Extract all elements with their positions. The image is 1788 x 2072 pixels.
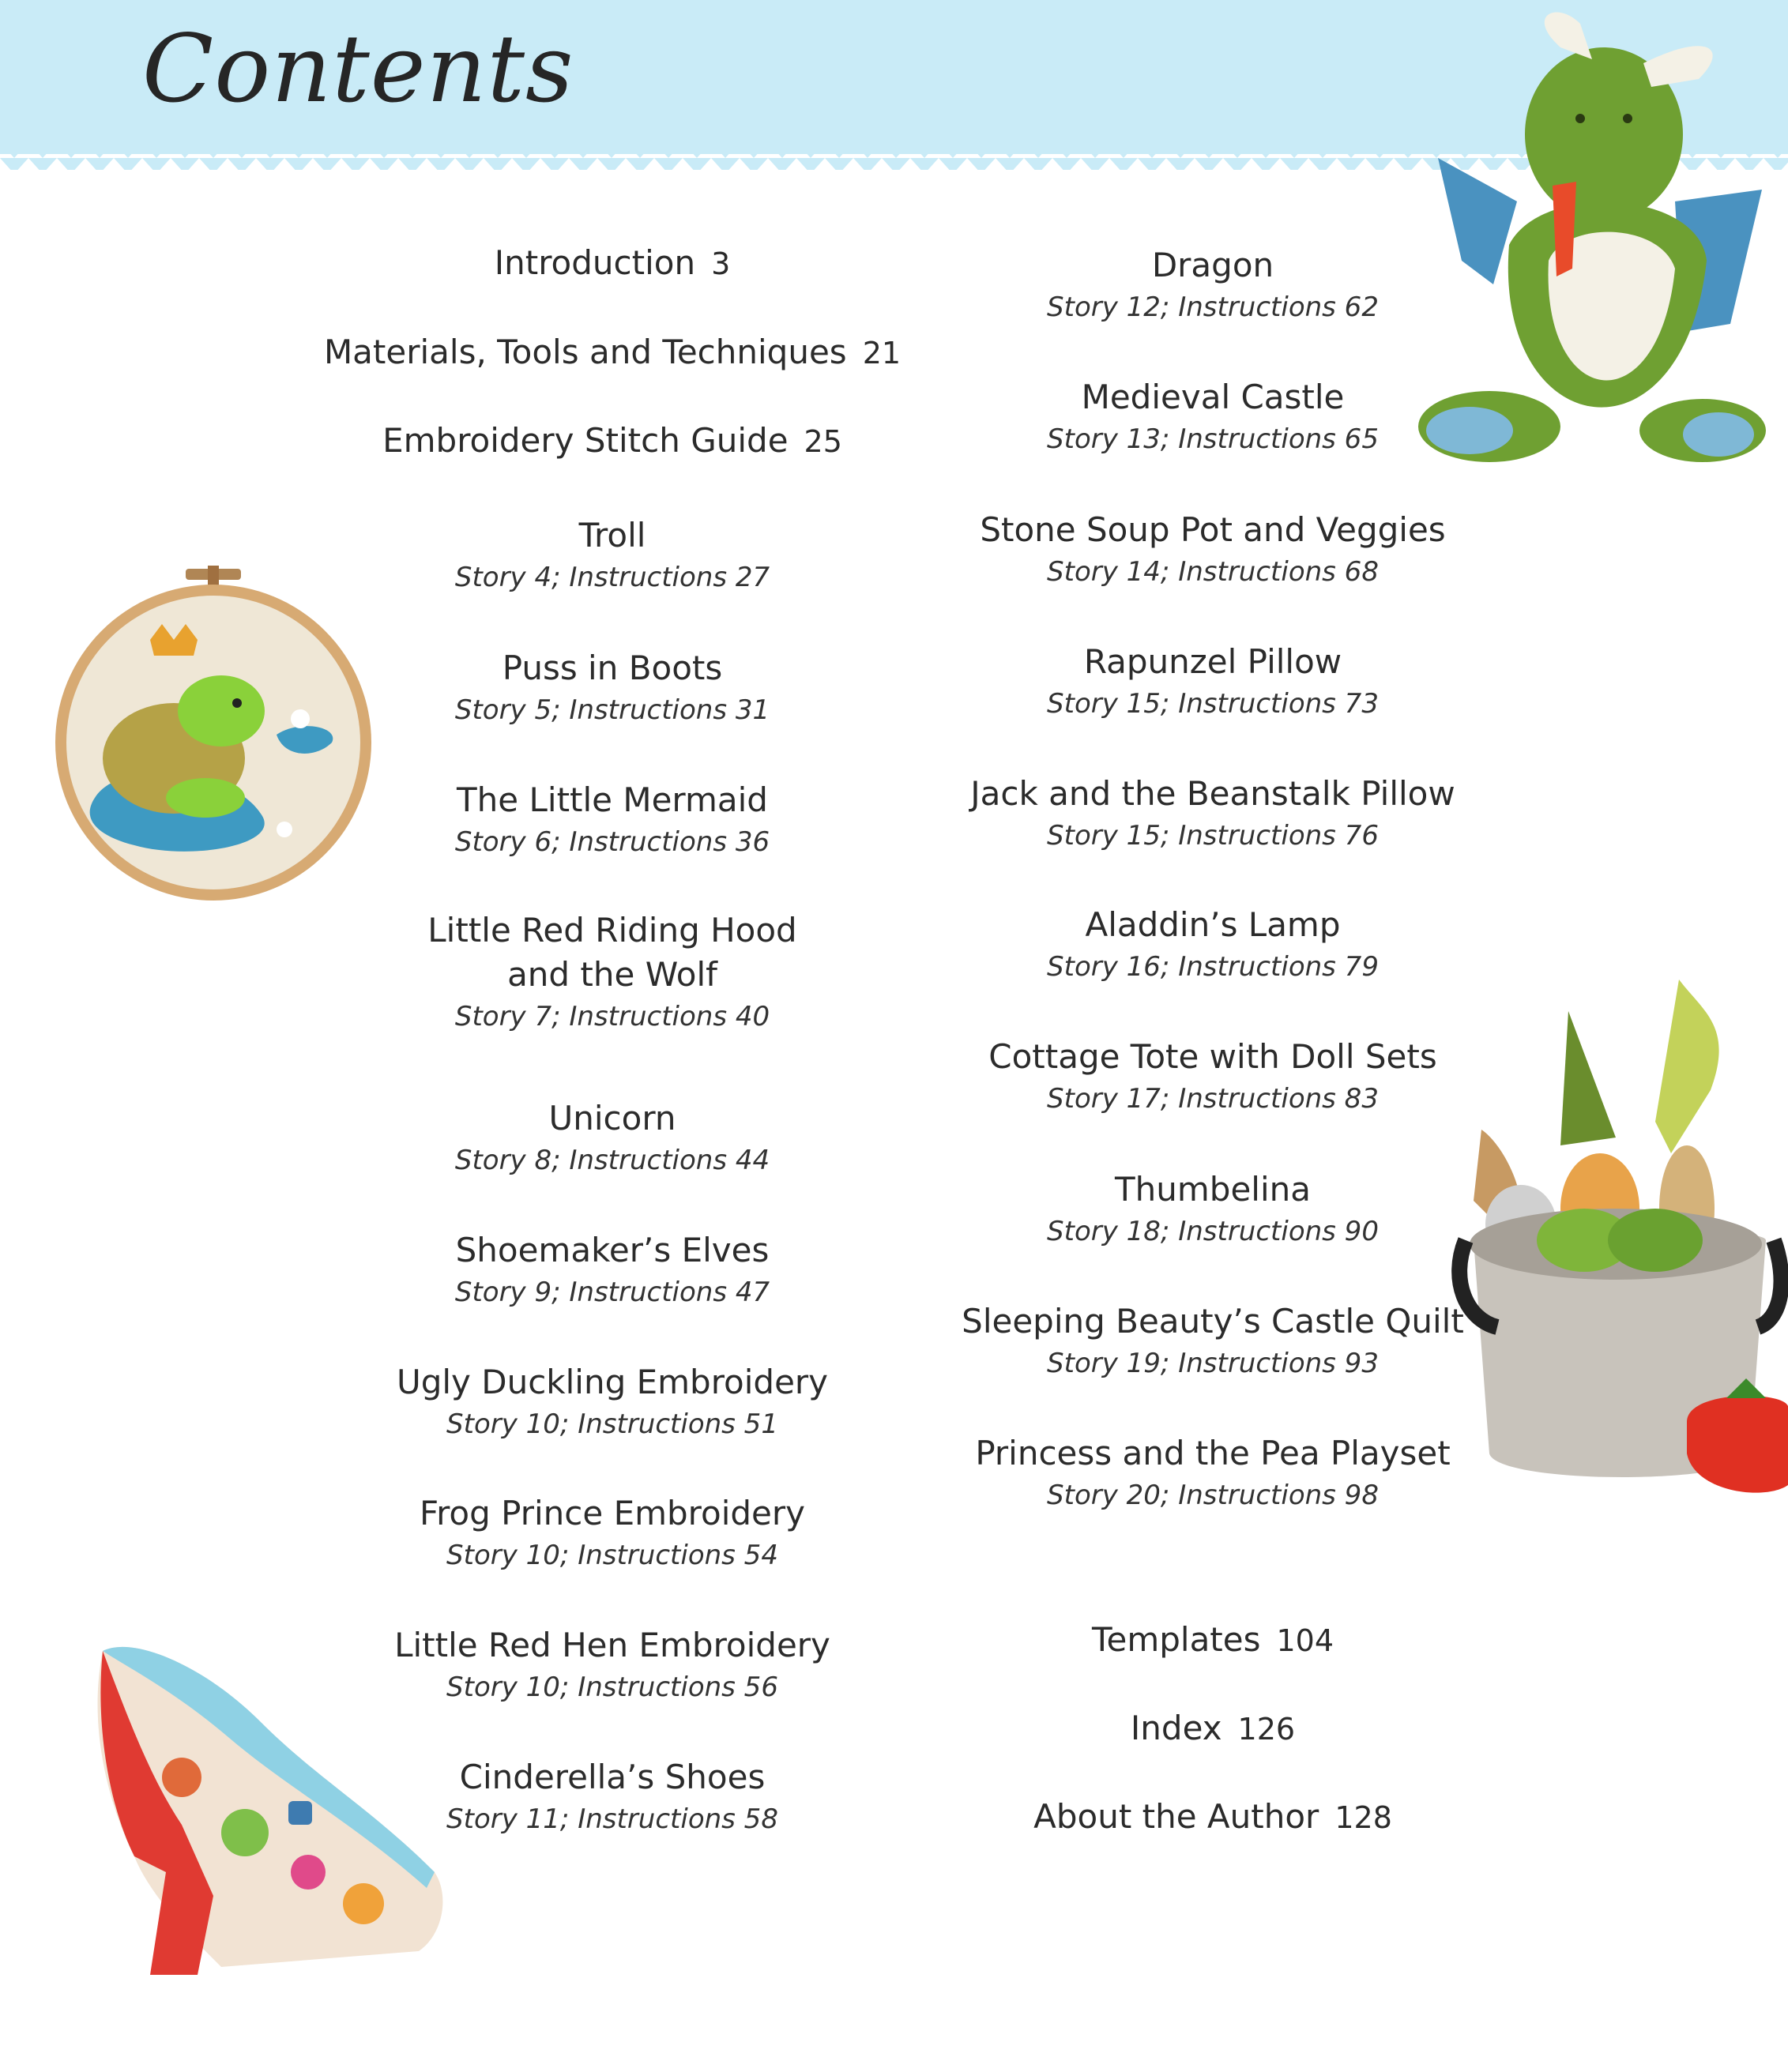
toc-entry-title-text: Medieval Castle [1081, 378, 1345, 416]
toc-entry-story-instructions: Story 13; Instructions 65 [1047, 423, 1379, 455]
toc-entry-page-number: 126 [1237, 1712, 1296, 1747]
toc-entry-title [913, 772, 1513, 816]
toc-entry-title-text: Princess and the Pea Playset [975, 1434, 1451, 1472]
toc-entry [913, 1299, 1513, 1383]
toc-entry-title [312, 330, 913, 375]
toc-entry-title [312, 1228, 913, 1273]
toc-entry-title-text: Unicorn [548, 1099, 676, 1138]
toc-entry-title-text: Index [1130, 1709, 1222, 1747]
toc-entry-title-text: Rapunzel Pillow [1083, 642, 1342, 681]
toc-entry-story-instructions: Story 19; Instructions 93 [1047, 1348, 1379, 1379]
toc-entry-title [913, 1299, 1513, 1344]
toc-entry-story-instructions: Story 10; Instructions 51 [446, 1408, 778, 1440]
toc-entry-title-text: Troll [578, 516, 646, 555]
toc-entry [312, 1096, 913, 1180]
toc-entry [913, 1795, 1513, 1840]
toc-entry-title-text: Little Red Hen Embroidery [394, 1626, 830, 1664]
toc-entry-story-instructions: Story 11; Instructions 58 [446, 1803, 778, 1835]
toc-entry-title [312, 1491, 913, 1536]
toc-entry-title-text: Thumbelina [1114, 1170, 1311, 1209]
toc-entry-story-instructions: Story 9; Instructions 47 [454, 1277, 770, 1308]
toc-entry-page-number: 3 [711, 246, 731, 281]
toc-entry-story-instructions: Story 10; Instructions 54 [446, 1540, 778, 1571]
toc-entry [913, 1431, 1513, 1515]
toc-entry-title [913, 903, 1513, 947]
frog-prince-embroidery-hoop-icon [47, 561, 379, 908]
toc-entry-title-text: Little Red Riding Hood [427, 911, 797, 950]
toc-entry-title [913, 640, 1513, 684]
toc-entry [312, 1360, 913, 1444]
toc-entry-title-text: Shoemaker’s Elves [455, 1231, 770, 1269]
toc-entry-title-text: The Little Mermaid [457, 780, 768, 819]
toc-entry-title-text: Embroidery Stitch Guide [382, 421, 789, 460]
cinderella-shoe-icon [87, 1635, 450, 1983]
toc-entry-title [312, 1096, 913, 1141]
toc-entry-title-text: Dragon [1151, 246, 1274, 284]
toc-entry-title [913, 1431, 1513, 1476]
toc-entry [312, 513, 913, 597]
toc-entry-title-text: Puss in Boots [502, 649, 723, 687]
toc-entry-title [913, 1706, 1513, 1751]
toc-entry-story-instructions: Story 12; Instructions 62 [1047, 291, 1379, 323]
toc-entry [312, 419, 913, 464]
toc-entry-title-text: Aladdin’s Lamp [1085, 905, 1341, 944]
toc-entry-title-text: Introduction [494, 243, 696, 282]
toc-entry-title [913, 1035, 1513, 1079]
toc-entry [312, 241, 913, 286]
toc-entry-story-instructions: Story 5; Instructions 31 [454, 694, 770, 726]
toc-entry-story-instructions: Story 18; Instructions 90 [1047, 1216, 1379, 1247]
toc-entry-title-text: Frog Prince Embroidery [419, 1494, 806, 1532]
toc-entry-title-text: About the Author [1033, 1797, 1319, 1836]
toc-entry-title-text: Ugly Duckling Embroidery [396, 1363, 829, 1401]
toc-entry [913, 1618, 1513, 1663]
toc-entry-story-instructions: Story 10; Instructions 56 [446, 1672, 778, 1703]
toc-entry-title [312, 1360, 913, 1405]
toc-entry [312, 908, 913, 1036]
toc-entry-story-instructions: Story 7; Instructions 40 [454, 1001, 770, 1032]
toc-entry [312, 646, 913, 730]
toc-entry-title [913, 508, 1513, 552]
toc-entry [312, 330, 913, 375]
toc-entry [913, 640, 1513, 724]
toc-entry-title-text: Templates [1091, 1620, 1261, 1659]
toc-entry-page-number: 128 [1334, 1800, 1392, 1835]
toc-entry [913, 508, 1513, 592]
toc-entry-title-text: Cinderella’s Shoes [459, 1758, 766, 1796]
toc-entry-title [913, 1795, 1513, 1840]
toc-entry-story-instructions: Story 15; Instructions 73 [1047, 688, 1379, 720]
toc-entry-story-instructions: Story 4; Instructions 27 [454, 562, 770, 593]
toc-entry-story-instructions: Story 8; Instructions 44 [454, 1145, 770, 1176]
toc-entry-title-line2: and the Wolf [507, 955, 717, 994]
toc-entry-title [913, 1168, 1513, 1212]
toc-entry [913, 772, 1513, 855]
toc-entry-title [312, 908, 913, 953]
stone-soup-pot-icon [1450, 980, 1788, 1501]
page-title: Contents [142, 14, 574, 123]
toc-entry-title-text: Sleeping Beauty’s Castle Quilt [962, 1302, 1464, 1341]
toc-entry-title-text: Materials, Tools and Techniques [323, 333, 847, 371]
toc-entry-page-number: 104 [1276, 1623, 1334, 1658]
toc-entry-page-number: 25 [804, 424, 842, 459]
toc-entry [312, 1228, 913, 1312]
toc-entry-story-instructions: Story 16; Instructions 79 [1047, 951, 1379, 983]
toc-entry-title-text: Cottage Tote with Doll Sets [988, 1037, 1437, 1076]
toc-entry-title-text: Stone Soup Pot and Veggies [980, 510, 1446, 549]
toc-entry-story-instructions: Story 14; Instructions 68 [1047, 556, 1379, 588]
toc-entry-title [312, 419, 913, 464]
toc-entry [913, 1168, 1513, 1251]
toc-entry-title [913, 1618, 1513, 1663]
toc-entry-story-instructions: Story 15; Instructions 76 [1047, 820, 1379, 852]
toc-entry-title [312, 513, 913, 558]
toc-entry-story-instructions: Story 20; Instructions 98 [1047, 1480, 1379, 1511]
toc-entry [312, 778, 913, 862]
toc-entry-story-instructions: Story 6; Instructions 36 [454, 826, 770, 858]
toc-entry-story-instructions: Story 17; Instructions 83 [1047, 1083, 1379, 1115]
toc-entry-title [312, 646, 913, 690]
dragon-plush-icon [1398, 0, 1770, 482]
toc-entry-title [312, 778, 913, 822]
toc-entry [913, 903, 1513, 987]
toc-entry [913, 1035, 1513, 1119]
toc-entry-title-text: Jack and the Beanstalk Pillow [970, 774, 1455, 813]
toc-entry [913, 1706, 1513, 1751]
toc-entry [312, 1491, 913, 1575]
toc-entry-title [312, 241, 913, 286]
toc-entry-page-number: 21 [862, 336, 902, 370]
